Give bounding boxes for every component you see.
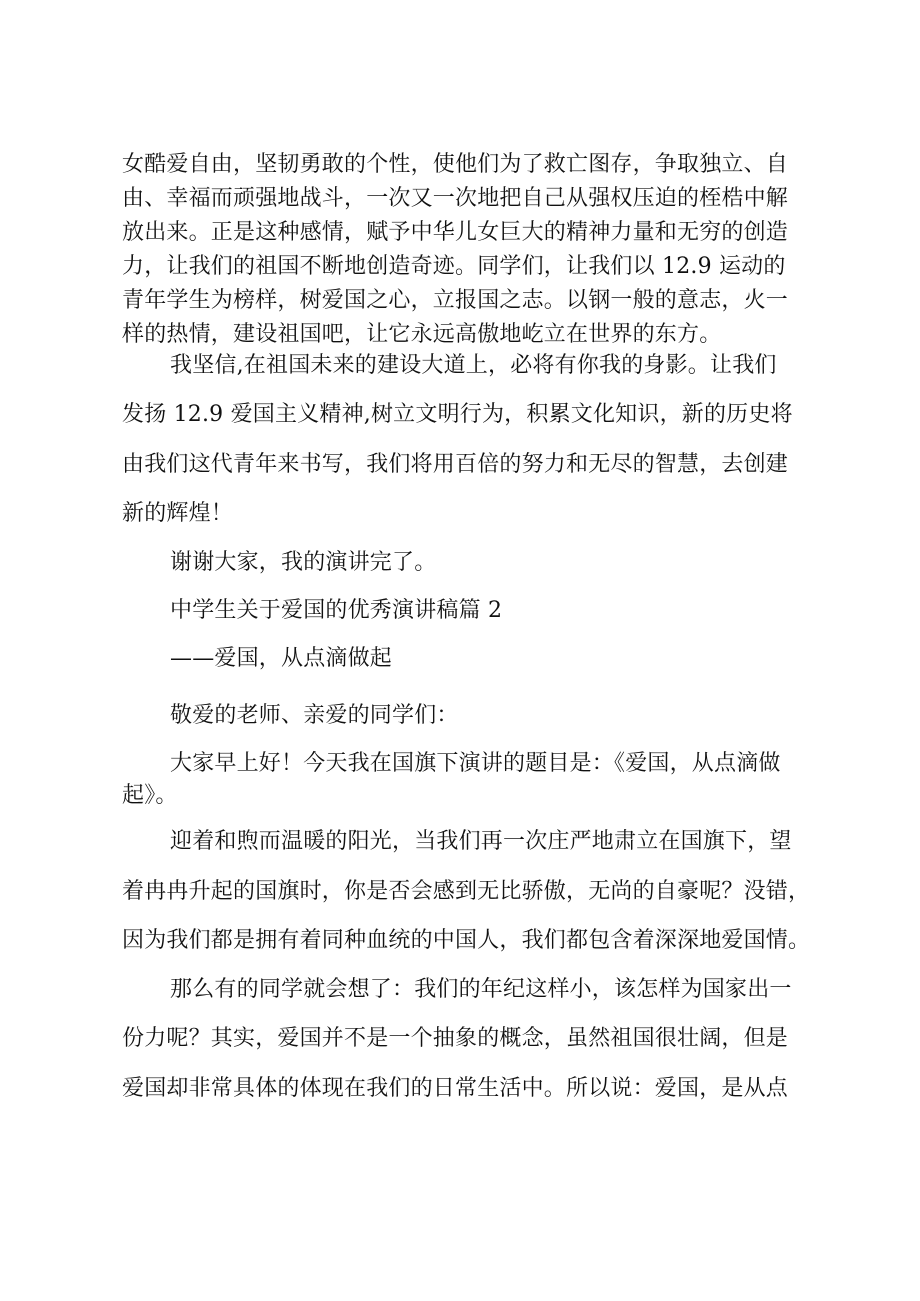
text-line: 样的热情，建设祖国吧，让它永远高傲地屹立在世界的东方。 (122, 322, 722, 347)
closing-line: 谢谢大家，我的演讲完了。 (170, 550, 437, 575)
subtitle: ——爱国，从点滴做起 (170, 646, 393, 671)
text-line: 着冉冉升起的国旗时，你是否会感到无比骄傲，无尚的自豪呢？没错， (122, 879, 811, 904)
text-line: 由我们这代青年来书写，我们将用百倍的努力和无尽的智慧，去创建 (122, 452, 789, 477)
text-line: 因为我们都是拥有着同种血统的中国人，我们都包含着深深地爱国情。 (122, 928, 811, 953)
text-line: 份力呢？其实，爱国并不是一个抽象的概念，虽然祖国很壮阔，但是 (122, 1026, 789, 1051)
text-line: 起》。 (122, 783, 178, 808)
text-line: 青年学生为榜样，树爱国之心，立报国之志。以钢一般的意志，火一 (122, 288, 789, 313)
text-line: 发扬 12.9 爱国主义精神,树立文明行为，积累文化知识，新的历史将 (122, 402, 793, 427)
text-line: 力，让我们的祖国不断地创造奇迹。同学们，让我们以 12.9 运动的 (122, 254, 786, 279)
section-title: 中学生关于爱国的优秀演讲稿篇 2 (170, 598, 503, 623)
text-line: 新的辉煌！ (122, 501, 234, 526)
text-line: 由、幸福而顽强地战斗，一次又一次地把自己从强权压迫的桎梏中解 (122, 186, 789, 211)
text-line: 迎着和煦而温暖的阳光，当我们再一次庄严地肃立在国旗下，望 (170, 829, 792, 854)
text-line: 放出来。正是这种感情，赋予中华儿女巨大的精神力量和无穷的创造 (122, 220, 789, 245)
salutation: 敬爱的老师、亲爱的同学们： (170, 703, 459, 728)
text-line: 爱国却非常具体的体现在我们的日常生活中。所以说：爱国，是从点 (122, 1076, 789, 1101)
text-line: 大家早上好！今天我在国旗下演讲的题目是：《爱国，从点滴做 (170, 751, 781, 776)
text-line: 女酷爱自由，坚韧勇敢的个性，使他们为了救亡图存，争取独立、自 (122, 152, 789, 177)
text-line: 我坚信,在祖国未来的建设大道上，必将有你我的身影。让我们 (170, 353, 777, 378)
text-line: 那么有的同学就会想了：我们的年纪这样小，该怎样为国家出一 (170, 977, 792, 1002)
